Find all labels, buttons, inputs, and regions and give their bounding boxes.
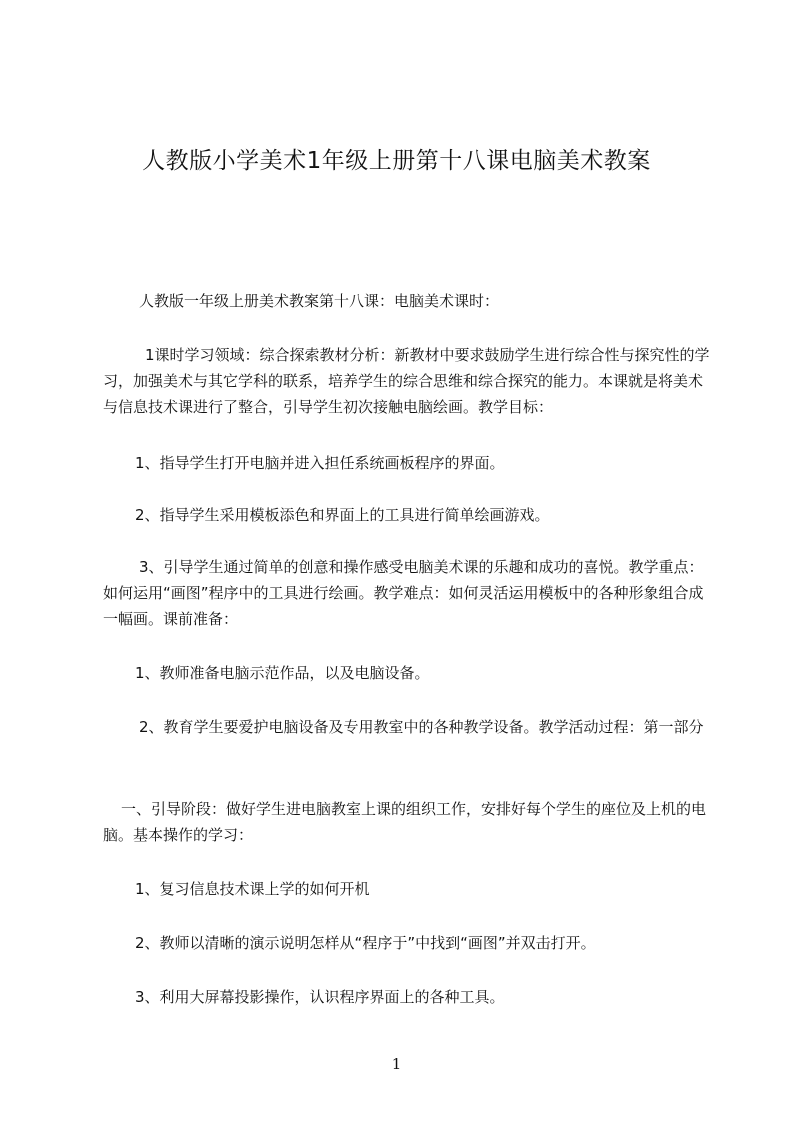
paragraph-prep-1: 1、教师准备电脑示范作品，以及电脑设备。: [135, 664, 430, 682]
paragraph-goal-3: 3、引导学生通过简单的创意和操作感受电脑美术课的乐趣和成功的喜悦。教学重点：如何运用“画图”程序中的工具进行绘画。教学难点：如何灵活运用模板中的各种形象组合成一幅画。课前准备：: [103, 558, 704, 628]
paragraph-step-3: 3、利用大屏幕投影操作，认识程序界面上的各种工具。: [135, 988, 505, 1006]
paragraph-goal-2: 2、指导学生采用模板添色和界面上的工具进行简单绘画游戏。: [135, 506, 550, 524]
document-title: 人教版小学美术1年级上册第十八课电脑美术教案: [142, 148, 651, 174]
paragraph-stage-1: 一、引导阶段：做好学生进电脑教室上课的组织工作，安排好每个学生的座位及上机的电脑。基本操作的学习：: [103, 800, 707, 844]
paragraph-analysis: 1课时学习领域：综合探索教材分析：新教材中要求鼓励学生进行综合性与探究性的学习，加强美术与其它学科的联系，培养学生的综合思维和综合探究的能力。本课就是将美术与信息技术课进行了整合，引导学生初次接触电脑绘画。教学目标：: [103, 346, 710, 416]
paragraph-step-1: 1、复习信息技术课上学的如何开机: [135, 880, 370, 898]
paragraph-prep-2: 2、教育学生要爱护电脑设备及专用教室中的各种教学设备。教学活动过程：第一部分: [139, 718, 704, 736]
page-number: 1: [391, 1055, 402, 1073]
paragraph-goal-1: 1、指导学生打开电脑并进入担任系统画板程序的界面。: [135, 454, 505, 472]
paragraph-step-2: 2、教师以清晰的演示说明怎样从“程序于”中找到“画图”并双击打开。: [135, 934, 596, 952]
paragraph-intro: 人教版一年级上册美术教案第十八课：电脑美术课时：: [139, 292, 500, 310]
